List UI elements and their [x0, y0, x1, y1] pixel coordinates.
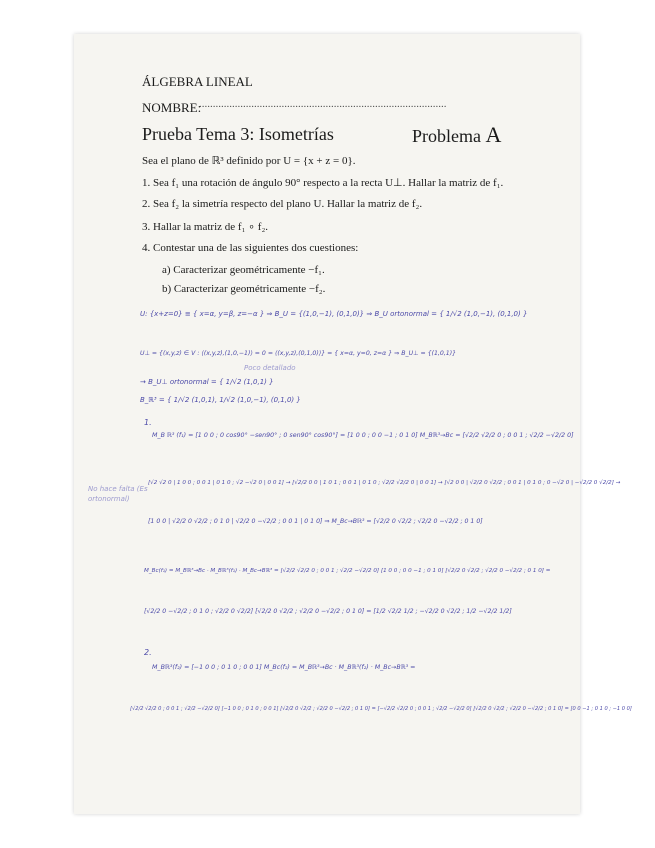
hw-row-reduction-1: [√2 √2 0 | 1 0 0 ; 0 0 1 | 0 1 0 ; √2 −√2 0 | 0 0 1] → [√2/2 0 0 | 1 0 1 ; 0 0 1 | 0 1 0 ; √2/2 √2/2 0 | 0 0 1] → [√2 0 0 | √2/2 0 √2/2 ; 0 0 1 | 0 1 0 ; 0 −√2 0 | −√2/2 0 √2/2] →	[148, 480, 621, 486]
hw-q2-label: 2.	[144, 648, 152, 657]
problem-word: Problema	[412, 126, 481, 146]
course-title: ÁLGEBRA LINEAL	[142, 74, 253, 89]
hw-row-reduction-2: [1 0 0 | √2/2 0 √2/2 ; 0 1 0 | √2/2 0 −√2/2 ; 0 0 1 | 0 1 0] ⇒ M_Bc→Bℝ³ = [√2/2 0 √2/2 ; √2/2 0 −√2/2 ; 0 1 0]	[148, 518, 483, 525]
test-title: Prueba Tema 3: Isometrías	[142, 124, 334, 144]
hw-orthogonal-complement: U⊥ = {(x,y,z) ∈ V : ⟨(x,y,z),(1,0,−1)⟩ = 0 = ⟨(x,y,z),(0,1,0)⟩} = { x=α, y=0, z=α } ⇒ B_U⊥ = {(1,0,1)}	[140, 350, 457, 357]
question-4: 4. Contestar una de las siguientes dos cuestiones:	[142, 242, 359, 254]
hw-q2-symmetry-matrix: M_Bℝ³(f₂) = [−1 0 0 ; 0 1 0 ; 0 0 1] M_Bc(f₂) = M_Bℝ³→Bc · M_Bℝ³(f₂) · M_Bc→Bℝ³ =	[152, 664, 416, 671]
hw-margin-note: No hace falta (Es ortonormal)	[88, 485, 148, 503]
subquestion-a: a) Caracterizar geométricamente −f₁.	[162, 264, 325, 276]
name-label: NOMBRE:	[142, 100, 202, 115]
question-2: 2. Sea f₂ la simetría respecto del plano U. Hallar la matriz de f₂.	[142, 198, 423, 210]
hw-plane-basis: U: {x+z=0} ≡ { x=α, y=β, z=−α } ⇒ B_U = {(1,0,−1), (0,1,0)} ⇒ B_U ortonormal = { 1/√2 (1,0,−1), (0,1,0) }	[140, 310, 528, 318]
hw-f1-result: [√2/2 0 −√2/2 ; 0 1 0 ; √2/2 0 √2/2] [√2/2 0 √2/2 ; √2/2 0 −√2/2 ; 0 1 0] = [1/2 √2/2 1/2 ; −√2/2 0 √2/2 ; 1/2 −√2/2 1/2]	[144, 608, 512, 615]
hw-change-of-basis-f1: M_Bc(f₁) = M_Bℝ³→Bc · M_Bℝ³(f₁) · M_Bc→Bℝ³ = [√2/2 √2/2 0 ; 0 0 1 ; √2/2 −√2/2 0] [1 0 0 ; 0 0 −1 ; 0 1 0] [√2/2 0 √2/2 ; √2/2 0 −√2/2 ; 0 1 0] =	[144, 568, 551, 574]
statement: Sea el plano de ℝ³ definido por U = {x + z = 0}.	[142, 155, 356, 167]
subquestion-b: b) Caracterizar geométricamente −f₂.	[162, 283, 326, 295]
question-1: 1. Sea f₁ una rotación de ángulo 90° respecto a la recta U⊥. Hallar la matriz de f₁.	[142, 177, 504, 189]
name-dotted-line: ..........................................................................................	[199, 98, 447, 110]
question-3: 3. Hallar la matriz de f₁ ∘ f₂.	[142, 221, 269, 233]
hw-q1-rotation-matrix: M_B ℝ³ (f₁) = [1 0 0 ; 0 cos90° −sen90° ; 0 sen90° cos90°] = [1 0 0 ; 0 0 −1 ; 0 1 0] M_Bℝ³→Bc = [√2/2 √2/2 0 ; 0 0 1 ; √2/2 −√2/2 0]	[152, 432, 574, 439]
hw-q1-label: 1.	[144, 418, 152, 427]
problem-letter: A	[485, 122, 502, 147]
hw-new-basis: B_ℝ³ = { 1/√2 (1,0,1), 1/√2 (1,0,−1), (0,1,0) }	[140, 396, 301, 404]
hw-orthonormal-complement: → B_U⊥ ortonormal = { 1/√2 (1,0,1) }	[140, 378, 274, 386]
exam-sheet	[74, 34, 632, 814]
hw-f2-result: [√2/2 √2/2 0 ; 0 0 1 ; √2/2 −√2/2 0] [−1 0 0 ; 0 1 0 ; 0 0 1] [√2/2 0 √2/2 ; √2/2 0 −√2/2 ; 0 1 0] = [−√2/2 √2/2 0 ; 0 0 1 ; √2/2 −√2/2 0] [√2/2 0 √2/2 ; √2/2 0 −√2/2 ; 0 1 0] = [0 0 −1 ; 0 1 0 ; −1 0 0]	[130, 706, 632, 712]
hw-review-note: Poco detallado	[244, 364, 296, 372]
problem-label	[412, 122, 501, 148]
